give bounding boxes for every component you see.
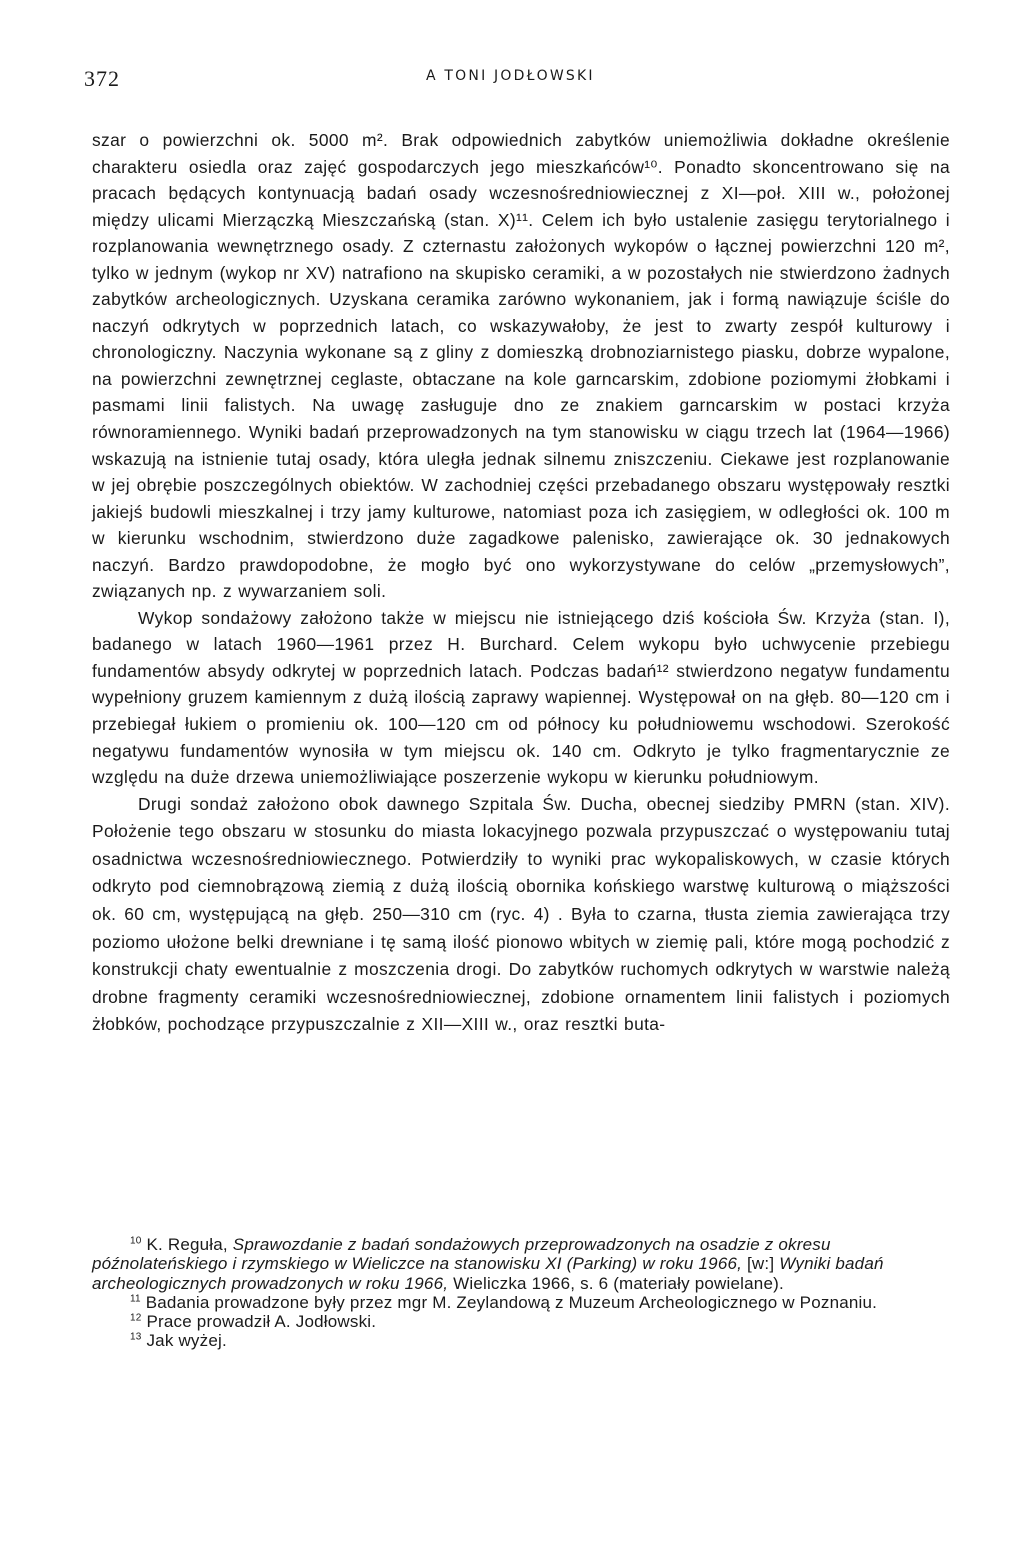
footnote-11-mark: 11 (130, 1293, 141, 1305)
footnote-12 (92, 1312, 958, 1331)
footnote-10-series: Wyniki badań archeologicznych prowadzonych w roku 1966, (92, 1254, 884, 1293)
footnote-13-mark: 13 (130, 1331, 142, 1343)
footnotes (92, 1235, 958, 1351)
footnote-12-mark: 12 (130, 1312, 142, 1324)
paragraph-2: Wykop sondażowy założono także w miejscu nie istniejącego dziś kościoła Św. Krzyża (stan. I), badanego w latach 1960—1961 przez H. Burchard. Celem wykopu było uchwycenie przebiegu fundamentów absydy odkrytej w poprzednich latach. Podczas badań¹² stwierdzono negatyw fundamentu wypełniony gruzem kamiennym z dużą ilością zaprawy wapiennej. Występował on na głęb. 80—120 cm i przebiegał łukiem o promieniu ok. 100—120 cm od północy ku południowemu wschodowi. Szerokość negatywu fundamentów wynosiła w tym miejscu ok. 140 cm. Odkryto je tylko fragmentarycznie ze względu na duże drzewa uniemożliwiające poszerzenie wykopu w kierunku południowym. (92, 607, 950, 788)
footnote-13 (92, 1331, 958, 1350)
footnote-11-text: Badania prowadzone były przez mgr M. Zeylandową z Muzeum Archeologicznego w Poznaniu. (145, 1292, 878, 1312)
footnote-13-text: Jak wyżej. (146, 1331, 227, 1351)
running-head: A TONI JODŁOWSKI (426, 68, 595, 84)
main-text (92, 127, 950, 1039)
footnote-12-text: Prace prowadził A. Jodłowski. (146, 1312, 377, 1332)
footnote-10-author: K. Reguła, (146, 1235, 228, 1254)
footnote-10-rest: Wieliczka 1966, s. 6 (materiały powielane). (453, 1273, 784, 1293)
footnote-11 (92, 1293, 958, 1312)
footnote-10-in: [w:] (747, 1254, 775, 1274)
page-header (84, 66, 932, 96)
footnote-10-mark: 10 (130, 1235, 142, 1247)
footnote-10-title: Sprawozdanie z badań sondażowych przeprowadzonych na osadzie z okresu późnolateńskiego i rzymskiego w Wieliczce na stanowisku XI (Parking) w roku 1966, (92, 1235, 831, 1274)
paragraph-1: szar o powierzchni ok. 5000 m². Brak odpowiednich zabytków uniemożliwia dokładne określenie charakteru osiedla oraz zajęć gospodarczych jego mieszkańców¹⁰. Ponadto skoncentrowano się na pracach będących kontynuacją badań osady wczesnośredniowiecznej z XI—poł. XIII w., położonej między ulicami Mierzączką Mieszczańską (stan. X)¹¹. Celem ich było ustalenie zasięgu terytorialnego i rozplanowania wewnętrznego osady. Z czternastu założonych wykopów o łącznej powierzchni 120 m², tylko w jednym (wykop nr XV) natrafiono na skupisko ceramiki, a w pozostałych nie stwierdzono żadnych zabytków archeologicznych. Uzyskana ceramika zarówno wykonaniem, jak i formą nawiązuje ściśle do naczyń odkrytych w poprzednich latach, co wskazywałoby, że jest to zwarty zespół kulturowy i chronologiczny. Naczynia wykonane są z gliny z domieszką drobnoziarnistego piasku, dobrze wypalone, na powierzchni zewnętrznej ceglaste, obtaczane na kole garncarskim, zdobione poziomymi żłobkami i pasmami linii falistych. Na uwagę zasługuje dno ze znakiem garncarskim w postaci krzyża równoramiennego. Wyniki badań przeprowadzonych na tym stanowisku w ciągu trzech lat (1964—1966) wskazują na istnienie tutaj osady, która uległa jednak silnemu zniszczeniu. Ciekawe jest rozplanowanie w jej obrębie poszczególnych obiektów. W zachodniej części przebadanego obszaru występowały resztki jakiejś budowli mieszkalnej i trzy jamy kulturowe, natomiast poza ich zasięgiem, w odległości ok. 100 m w kierunku wschodnim, stwierdzono duże zagadkowe palenisko, zawierające ok. 30 jednakowych naczyń. Bardzo prawdopodobne, że mogło być ono wykorzystywane do celów „przemysłowych”, związanych np. z wywarzaniem soli. (92, 130, 950, 602)
paragraph-3: Drugi sondaż założono obok dawnego Szpitala Św. Ducha, obecnej siedziby PMRN (stan. XIV). Położenie tego obszaru w stosunku do miasta lokacyjnego pozwala przypuszczać o występowaniu tutaj osadnictwa wczesnośredniowiecznego. Potwierdziły to wyniki prac wykopaliskowych, w czasie których odkryto pod ciemnobrązową ziemią z dużą ilością obornika końskiego warstwę kulturową o miąższości ok. 60 cm, występującą na głęb. 250—310 cm (ryc. 4) . Była to czarna, tłusta ziemia zawierająca trzy poziomo ułożone belki drewniane i tę samą ilość pionowo wbitych w ziemię pali, które mogą pochodzić z konstrukcji chaty ewentualnie z moszczenia drogi. Do zabytków ruchomych odkrytych w warstwie należą drobne fragmenty ceramiki wczesnośredniowiecznej, zdobione ornamentem linii falistych i poziomych żłobków, pochodzące przypuszczalnie z XII—XIII w., oraz resztki buta- (92, 793, 950, 1035)
footnote-10 (92, 1235, 958, 1293)
page-number: 372 (84, 66, 120, 91)
